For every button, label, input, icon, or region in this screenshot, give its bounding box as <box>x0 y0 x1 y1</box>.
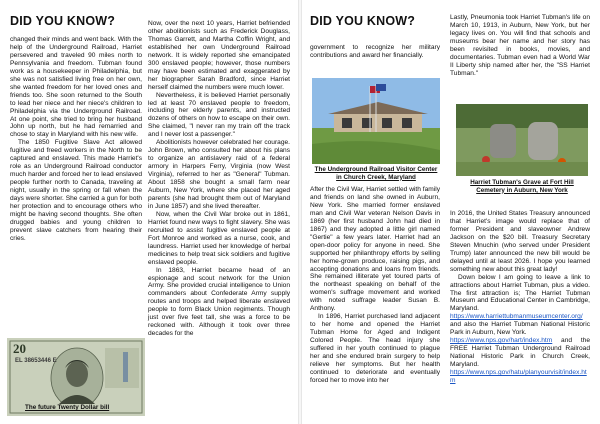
visitor-center-illustration <box>312 78 440 164</box>
paragraph: Abolitionists however celebrated her courage. John Brown, who consulted her about his plans to organize an antislavery raid of a federal armory in Harpers Ferry, Virginia (now West Virginia), referred to her as "General" Tubman. About 1858 she bought a small farm near Auburn, New York, where she placed her aged parents (she had brought them out of Maryland in June 1857) and she lived thereafter. <box>148 139 290 210</box>
right-page <box>300 0 600 424</box>
paragraph: Lastly, Pneumonia took Harriet Tubman's life on March 10, 1913, in Auburn, New York, but her legacy lives on. You will find that schools and museums bear her name and her story has been revisited in books, movies, and documentaries. Tubman even had a World War II Liberty ship named after her, the "SS Harriet Tubman." <box>450 14 590 77</box>
bill-number: 20 <box>13 341 26 356</box>
right-column-2-bottom <box>450 210 590 385</box>
paragraph: Down below I am going to leave a link to attractions about Harriet Tubman, plus a video. The first attraction is; The Harriet Tubman Museum and Educational Center in Cambridge, Maryland. <box>450 273 590 313</box>
bill-serial: EL 38653446 E <box>15 358 57 364</box>
grave-photo <box>456 104 588 176</box>
paragraph: In 1896, Harriet purchased land adjacent to her home and opened the Harriet Tubman Home for Aged and Indigent Colored People. The head injury she suffered in her youth continued to plague her and she endured brain surgery to help relieve her symptoms. But her health continued to deteriorate and eventually forced her to move into her <box>310 313 440 384</box>
left-column-1 <box>10 36 142 243</box>
right-column-1-bottom <box>310 186 440 385</box>
link-paragraph <box>450 313 590 337</box>
right-column-2-top <box>450 14 590 78</box>
left-column-2 <box>148 20 290 338</box>
grave-illustration <box>456 104 588 176</box>
museum-link[interactable]: https://www.harriettubmanmuseumcenter.org/ <box>450 313 583 321</box>
twenty-dollar-bill-image <box>7 338 145 416</box>
nps-hart-link[interactable]: https://www.nps.gov/hart/index.htm <box>450 337 553 345</box>
right-column-1-top <box>310 44 440 60</box>
link-paragraph <box>450 369 590 385</box>
paragraph: Now, when the Civil War broke out in 1861, Harriet found new ways to fight slavery. She was recruited to assist fugitive enslaved people at Fort Monroe and worked as a nurse, cook, and laundress. Harriet used her knowledge of herbal medicines to help treat sick soldiers and fugitive enslaved people. <box>148 210 290 266</box>
grave-caption: Harriet Tubman's Grave at Fort Hill Cemetery in Auburn, New York <box>470 179 574 194</box>
right-header: DID YOU KNOW? <box>310 14 416 28</box>
paragraph: Nevertheless, it is believed Harriet personally led at least 70 enslaved people to freedom, including her elderly parents, and instructed dozens of others on how to escape on their own. She claimed, "I never ran my train off the track and I never lost a passenger." <box>148 91 290 139</box>
paragraph: In 2016, the United States Treasury announced that Harriet's image would replace that of former President and slaveowner Andrew Jackson on the $20 bill. Treasury Secretary Steven Mnuchin (who served under President Trump) later announced the new bill would be delayed until at least 2026. I hope you learned something new about this great lady! <box>450 210 590 273</box>
left-header: DID YOU KNOW? <box>10 14 116 28</box>
paragraph: After the Civil War, Harriet settled with family and friends on land she owned in Auburn, New York. She married former enslaved man and Civil War veteran Nelson Davis in 1869 (her first husband John had died in 1867) and they adopted a little girl named "Gertie" a few years later. Harriet had an open-door policy for anyone in need. She supported her philanthropy efforts by selling her home-grown produce, raising pigs, and accepting donations and loans from friends. She remained illiterate yet toured parts of the northeast speaking on behalf of the women's suffrage movement and worked with noted suffrage leader Susan B. Anthony. <box>310 186 440 313</box>
link-paragraph <box>450 337 590 369</box>
link-text: and also the Harriet Tubman National Historic Park in Auburn, New York. <box>450 321 590 337</box>
paragraph: In 1863, Harriet became head of an espionage and scout network for the Union Army. She provided crucial intelligence to Union commanders about Confederate Army supply routes and troops and helped liberate enslaved people to form Black Union regiments. Though just over five feet tall, she was a force to be reckoned with. Although it took over three decades for the <box>148 266 290 338</box>
bill-caption: The future Twenty Dollar bill <box>25 404 135 412</box>
paragraph: Now, over the next 10 years, Harriet befriended other abolitionists such as Frederick Douglass, Thomas Garrett, and Martha Coffin Wright, and established her own Underground Railroad network. It is widely reported she emancipated 300 enslaved people; however, those numbers may have been estimated and exaggerated by her biographer Sarah Bradford, since Harriet herself claimed the numbers were much lower. <box>148 20 290 91</box>
paragraph: The 1850 Fugitive Slave Act allowed fugitive and freed workers in the North to be captured and enslaved. This made Harriet's role as an Underground Railroad conductor much harder and forced her to lead enslaved people further north to Canada, traveling at night, usually in the spring or fall when the days were shorter. She carried a gun for both her protection and to encourage others who might be having second thoughts. She often drugged babies and young children to prevent slave catchers from hearing their cries. <box>10 139 142 242</box>
paragraph: government to recognize her military contributions and award her financially. <box>310 44 440 59</box>
link-text: and the FREE Harriet Tubman Underground Railroad National Historic Park in Church Creek, Maryland. <box>450 337 590 369</box>
visitor-center-caption: The Underground Railroad Visitor Center in Church Creek, Maryland <box>314 166 438 181</box>
visitor-center-photo <box>312 78 440 164</box>
nps-hatu-link[interactable]: https://www.nps.gov/hatu/planyourvisit/index.htm <box>450 369 587 385</box>
paragraph: changed their minds and went back. With the help of the Underground Railroad, Harriet persevered and traveled 90 miles north to Pennsylvania and freedom. Tubman found work as a housekeeper in Philadelphia, but she was not satisfied living free on her own, she wanted freedom for her loved ones and friends too. She soon returned to the South to lead her niece and her niece's children to Philadelphia via the Underground Railroad. At one point, she tried to bring her husband John up north, but he had remarried and chose to stay in Maryland with his new wife. <box>10 36 142 139</box>
